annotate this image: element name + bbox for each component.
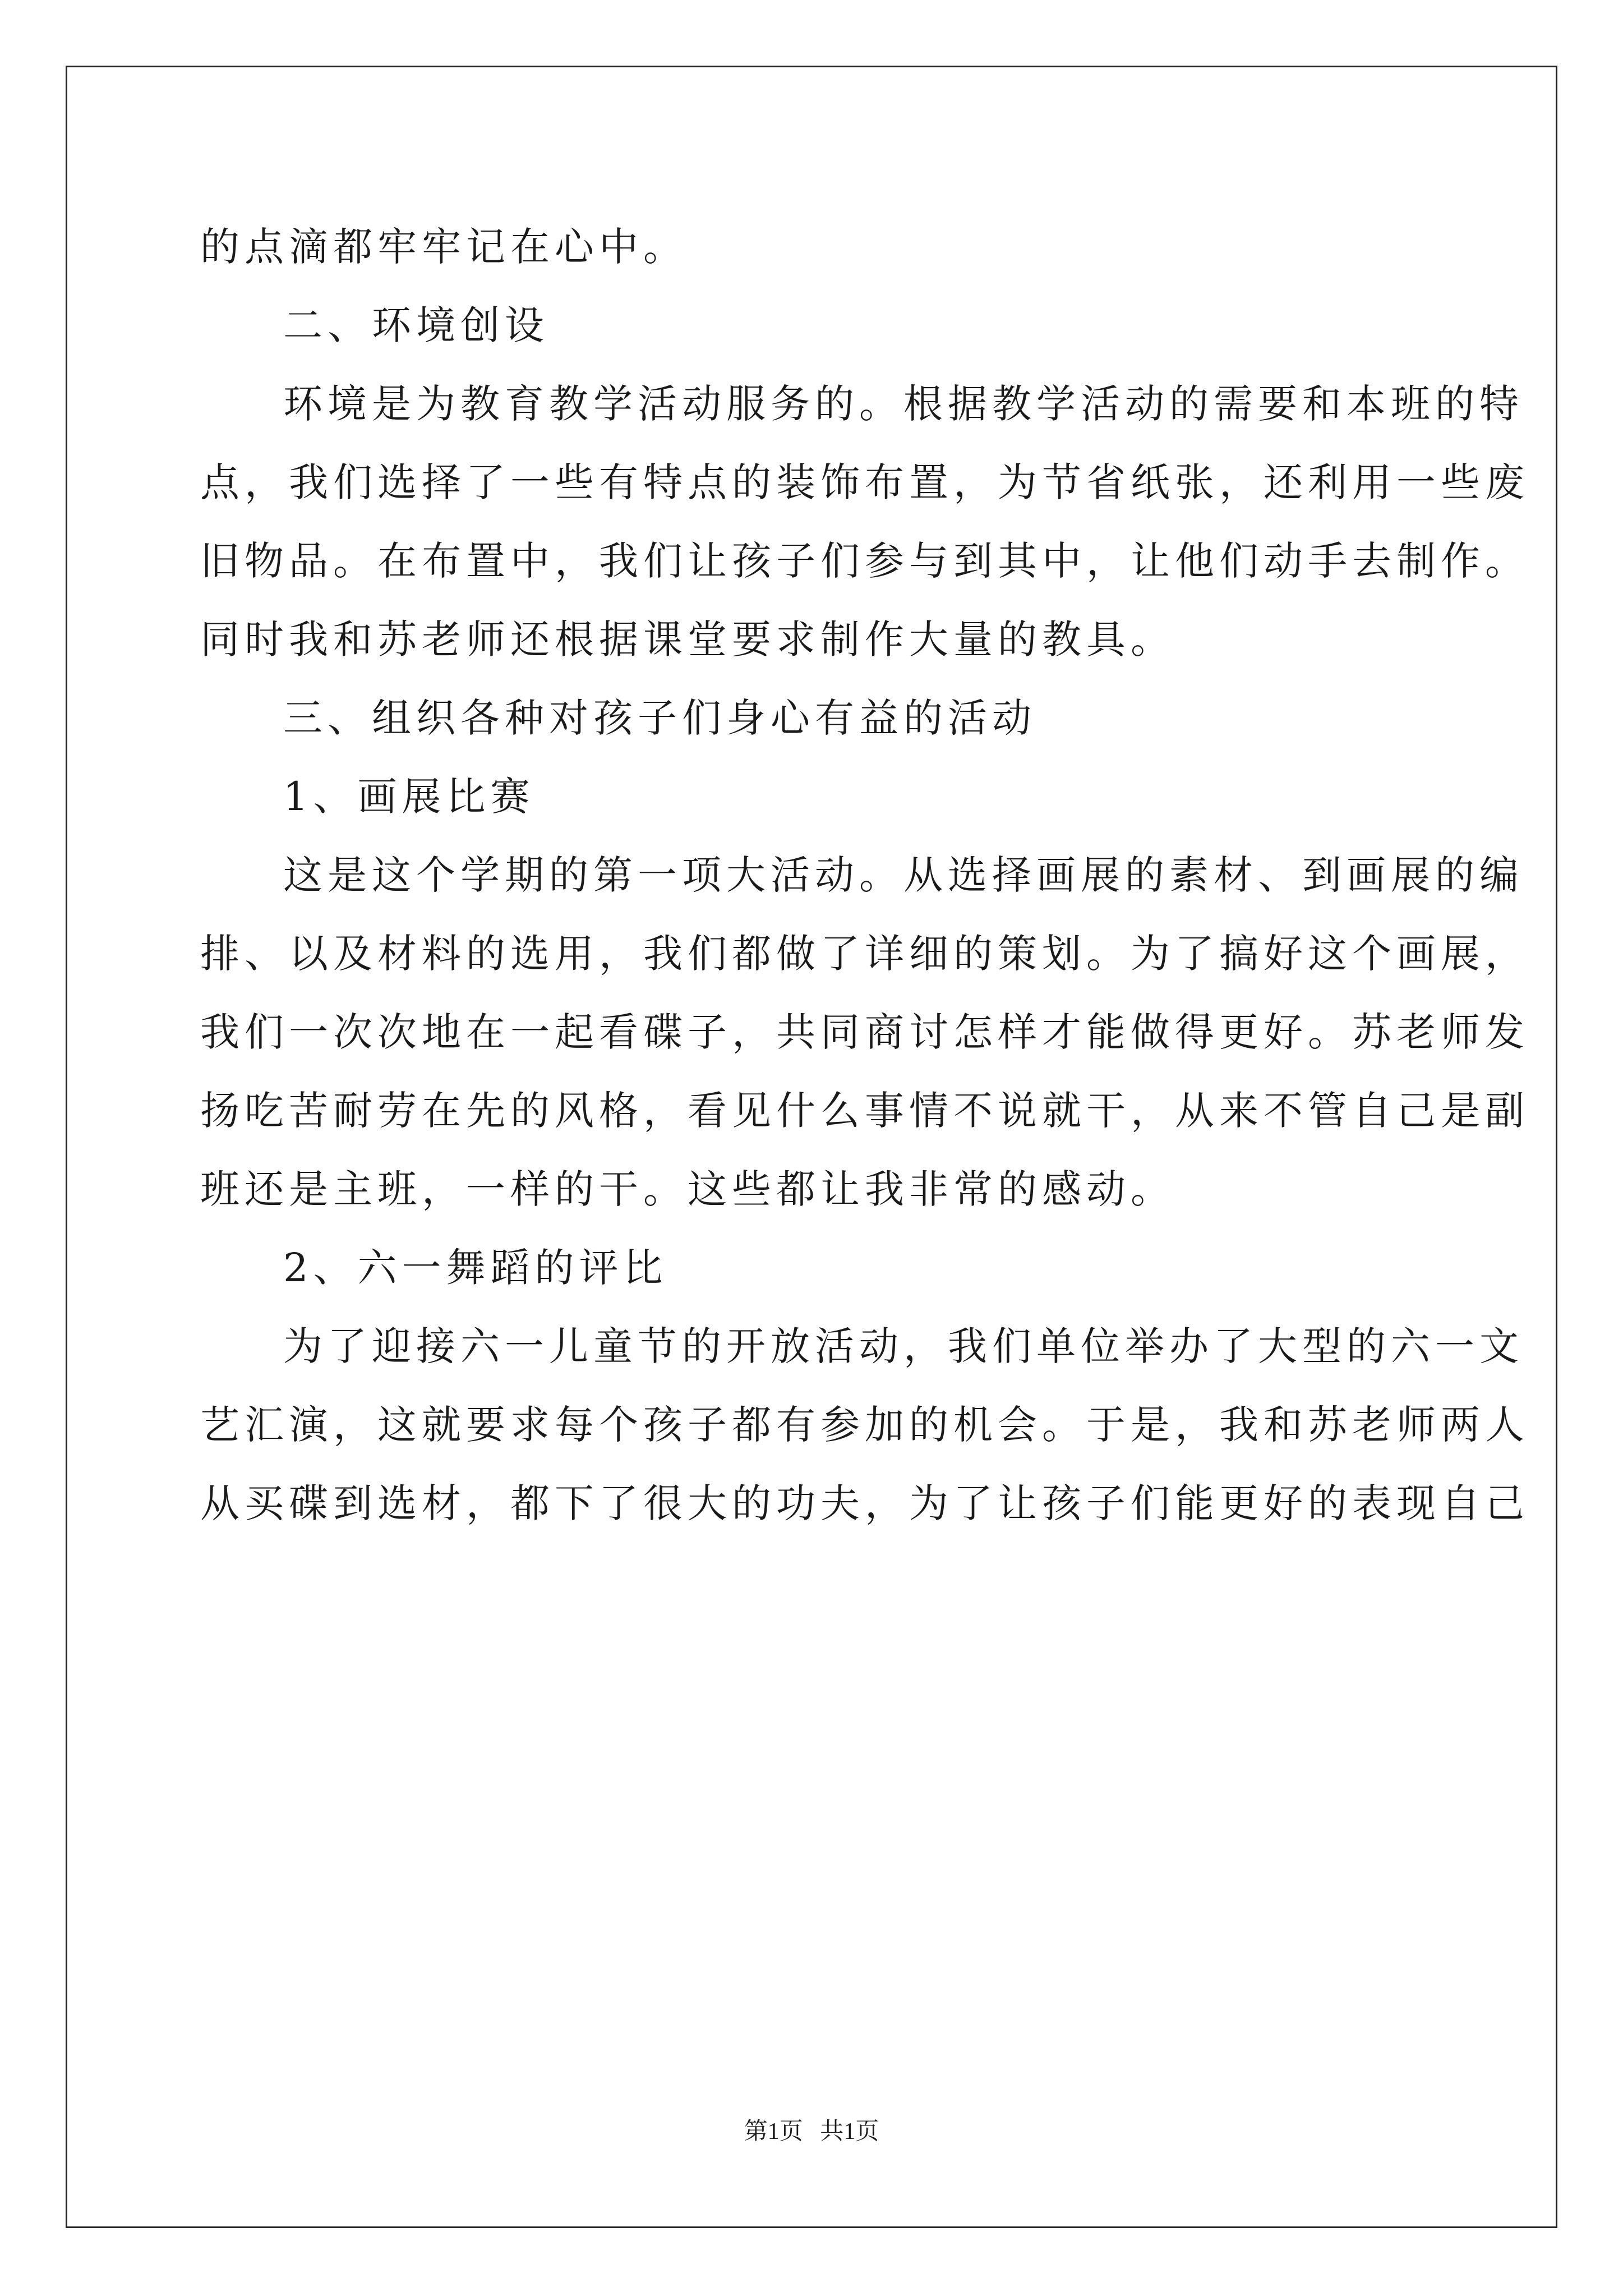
page-number-total: 共1页 (820, 2119, 879, 2145)
text-line: 为了迎接六一儿童节的开放活动，我们单位举办了大型的六一文 (283, 1323, 1524, 1369)
text-line: 这是这个学期的第一项大活动。从选择画展的素材、到画展的编 (283, 852, 1524, 898)
text-line: 同时我和苏老师还根据课堂要求制作大量的教具。 (200, 616, 1175, 662)
section-heading-environment: 二、环境创设 (283, 302, 549, 348)
subheading-dance-contest: 2、六一舞蹈的评比 (283, 1245, 668, 1291)
text-line: 扬吃苦耐劳在先的风格，看见什么事情不说就干，从来不管自己是副 (200, 1088, 1529, 1134)
document-body (200, 208, 1529, 1543)
text-line: 从买碟到选材，都下了很大的功夫，为了让孩子们能更好的表现自己 (200, 1480, 1529, 1526)
text-line: 班还是主班，一样的干。这些都让我非常的感动。 (200, 1166, 1175, 1212)
page-footer (0, 2115, 1623, 2148)
text-line: 旧物品。在布置中，我们让孩子们参与到其中，让他们动手去制作。 (200, 538, 1529, 584)
text-line: 我们一次次地在一起看碟子，共同商讨怎样才能做得更好。苏老师发 (200, 1009, 1529, 1055)
subheading-art-contest: 1、画展比赛 (283, 774, 535, 820)
text-line: 排、以及材料的选用，我们都做了详细的策划。为了搞好这个画展， (200, 931, 1529, 977)
text-line: 艺汇演，这就要求每个孩子都有参加的机会。于是，我和苏老师两人 (200, 1402, 1529, 1448)
text-line: 环境是为教育教学活动服务的。根据教学活动的需要和本班的特 (283, 381, 1524, 427)
page-number-current: 第1页 (744, 2119, 803, 2145)
text-line: 的点滴都牢牢记在心中。 (200, 224, 688, 270)
section-heading-activities: 三、组织各种对孩子们身心有益的活动 (283, 695, 1036, 741)
text-line: 点，我们选择了一些有特点的装饰布置，为节省纸张，还利用一些废 (200, 459, 1529, 505)
